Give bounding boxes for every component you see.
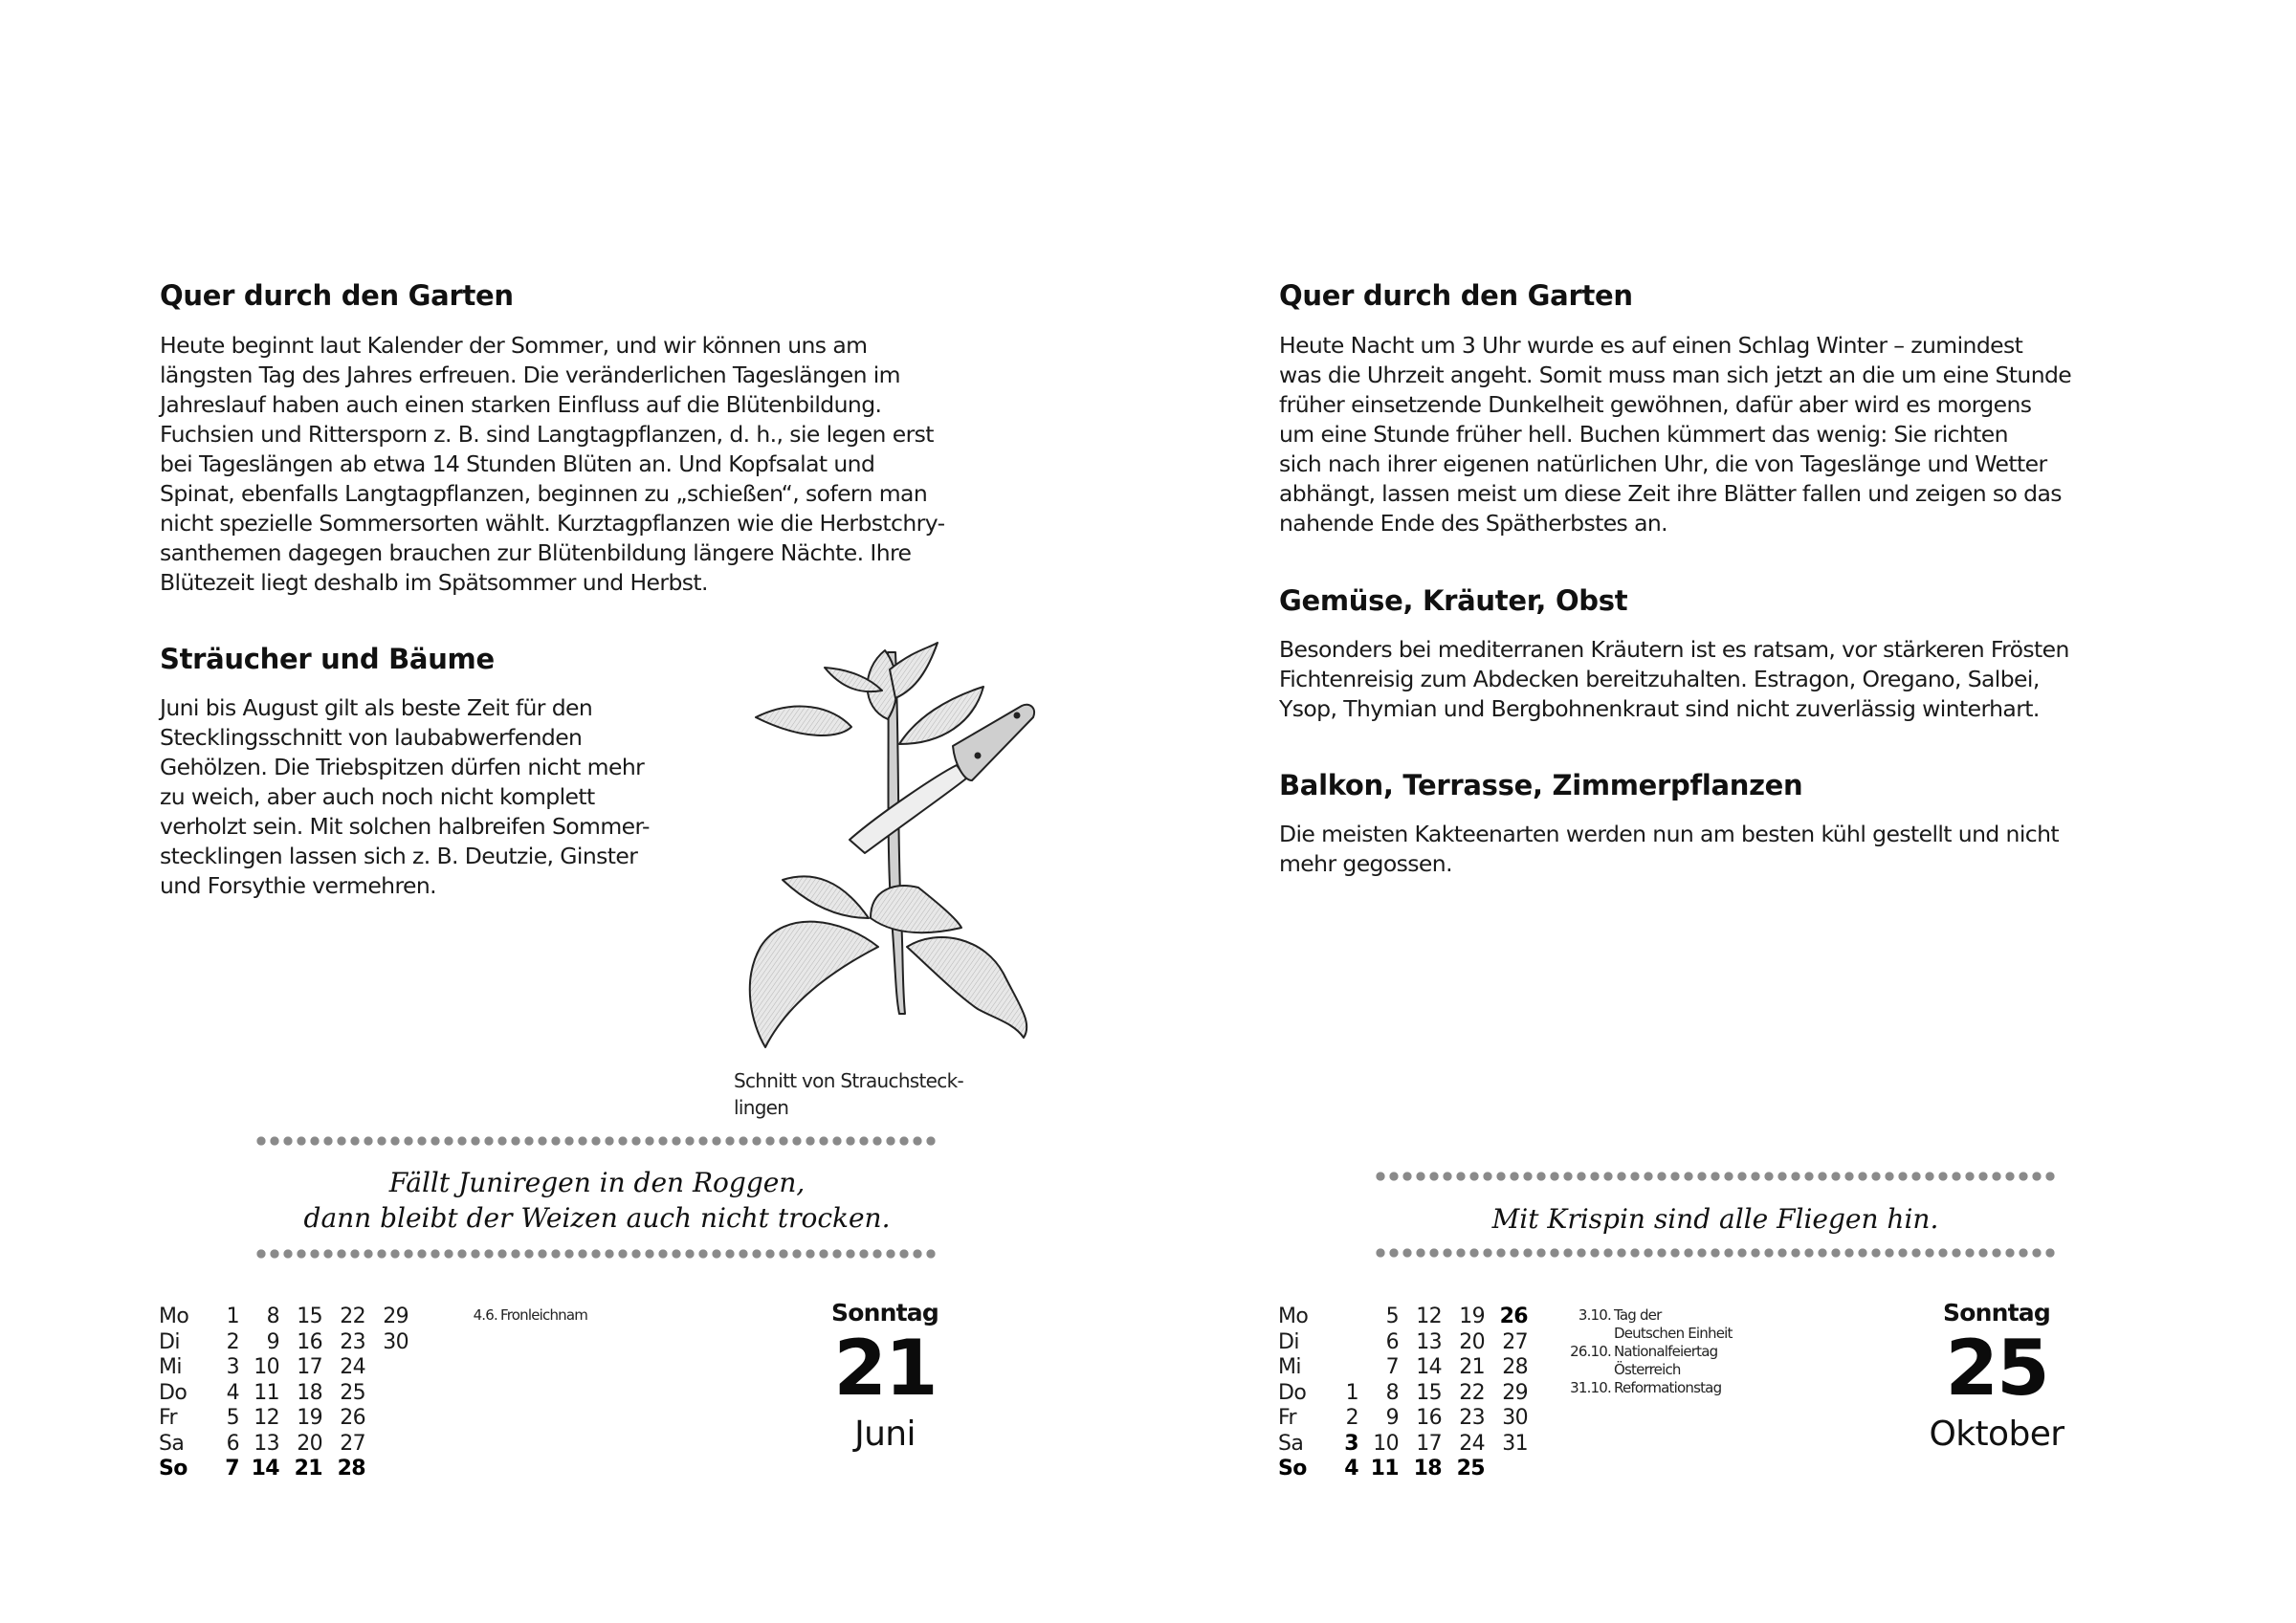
text-line: um eine Stunde früher hell. Buchen kümmert das wenig: Sie richten [1279,421,2008,448]
text-line: mehr gegossen. [1279,850,1452,877]
text-line: bei Tageslängen ab etwa 14 Stunden Blüten an. Und Kopfsalat und [160,450,875,477]
calendar-day: 21 [1459,1355,1485,1379]
calendar-day: 7 [225,1457,239,1480]
text-line: stecklingen lassen sich z. B. Deutzie, Ginster [160,843,638,869]
calendar-day: 30 [1502,1406,1528,1430]
calendar-day: 25 [340,1380,365,1405]
text-line: Heute beginnt laut Kalender der Sommer, und wir können uns am [160,332,868,359]
text-line: Spinat, ebenfalls Langtagpflanzen, beginnen zu „schießen“, sofern man [160,480,928,507]
weekday-label: Sonntag [1943,1299,2050,1327]
holiday-date: 26.10. [1570,1343,1611,1360]
calendar-day: 26 [1499,1305,1528,1328]
month-calendar [1278,1305,1594,1486]
holiday-name: Reformationstag [1614,1379,1722,1396]
calendar-day: 11 [254,1380,279,1405]
calendar-day: 18 [297,1380,322,1405]
text-line: Die meisten Kakteenarten werden nun am besten kühl gestellt und nicht [1279,821,2060,847]
caption-line: lingen [734,1096,789,1119]
section-heading: Gemüse, Kräuter, Obst [1279,584,1628,617]
holiday-name-continued: Deutschen Einheit [1614,1325,1733,1342]
weekday-label: Sa [159,1431,185,1456]
calendar-day: 28 [337,1457,365,1480]
holiday-list [1561,1306,1829,1397]
calendar-day: 29 [1502,1380,1528,1405]
calendar-day: 5 [1385,1305,1399,1328]
calendar-day: 8 [266,1305,279,1328]
calendar-day: 12 [254,1406,279,1430]
calendar-day: 28 [1502,1355,1528,1379]
right-page [1148,0,2296,1623]
text-line: längsten Tag des Jahres erfreuen. Die veränderlichen Tageslängen im [160,362,900,388]
month-label: Juni [854,1415,916,1454]
dotted-divider-bottom [256,1248,938,1260]
calendar-day: 5 [226,1406,239,1430]
calendar-day: 14 [251,1457,279,1480]
dotted-divider-top [1376,1171,2055,1182]
holiday-name: Nationalfeiertag [1614,1343,1718,1360]
calendar-day: 17 [1416,1431,1442,1456]
section-heading: Balkon, Terrasse, Zimmerpflanzen [1279,769,1803,801]
weekday-label: Do [1278,1380,1307,1405]
text-line: Juni bis August gilt als beste Zeit für den [160,694,593,721]
text-line: nahende Ende des Spätherbstes an. [1279,510,1668,537]
day-number: 25 [1945,1324,2048,1413]
section-heading: Quer durch den Garten [160,279,514,312]
calendar-day: 23 [340,1329,365,1354]
calendar-day: 22 [1459,1380,1485,1405]
weekday-label: Fr [1278,1406,1296,1430]
text-line: abhängt, lassen meist um diese Zeit ihre Blätter fallen und zeigen so das [1279,480,2062,507]
date-block [804,1299,966,1456]
calendar-day: 25 [1456,1457,1485,1480]
weekday-label: Di [159,1329,180,1354]
holiday-item [1561,1343,1829,1379]
date-block [1896,1299,2097,1456]
section-body [1279,635,2069,724]
holiday-list [448,1306,696,1325]
holiday-name-continued: Österreich [1614,1361,1681,1378]
saying [1376,1201,2055,1237]
saying [256,1165,938,1236]
illustration-caption [734,1067,963,1121]
calendar-day: 22 [340,1305,365,1328]
text-line: früher einsetzende Dunkelheit gewöhnen, dafür aber wird es morgens [1279,391,2032,418]
weekday-label: So [1278,1457,1307,1480]
text-line: sich nach ihrer eigenen natürlichen Uhr, die von Tageslänge und Wetter [1279,450,2047,477]
section-body [1279,820,2059,879]
calendar-day: 6 [226,1431,239,1456]
holiday-date: 3.10. [1578,1306,1611,1324]
text-line: zu weich, aber auch noch nicht komplett [160,783,595,810]
calendar-day: 18 [1413,1457,1442,1480]
calendar-day: 13 [1416,1329,1442,1354]
calendar-day: 8 [1385,1380,1399,1405]
saying-line: Fällt Juniregen in den Roggen, [388,1167,806,1198]
weekday-label: Mi [159,1355,182,1379]
section-heading: Quer durch den Garten [1279,279,1633,312]
saying-line: Mit Krispin sind alle Fliegen hin. [1491,1203,1939,1235]
holiday-name: Tag der [1614,1306,1662,1324]
calendar-day: 16 [297,1329,322,1354]
calendar-day: 1 [226,1305,239,1328]
section-body [1279,331,2071,538]
holiday-item [1561,1379,1829,1397]
weekday-label: Mo [159,1305,189,1328]
calendar-day: 7 [1385,1355,1399,1379]
calendar-day: 11 [1370,1457,1399,1480]
calendar-day: 31 [1502,1431,1528,1456]
text-line: Jahreslauf haben auch einen starken Einfluss auf die Blütenbildung. [160,391,882,418]
holiday-item [1561,1306,1829,1343]
holiday-item [448,1306,696,1325]
calendar-day: 21 [294,1457,322,1480]
calendar-day: 14 [1416,1355,1442,1379]
text-line: Fichtenreisig zum Abdecken bereitzuhalten. Estragon, Oregano, Salbei, [1279,666,2040,692]
plant-cutting-with-knife-illustration [727,631,1043,1052]
month-calendar [159,1305,475,1486]
calendar-day: 2 [1345,1406,1358,1430]
calendar-day: 6 [1385,1329,1399,1354]
holiday-name: Fronleichnam [500,1306,588,1324]
text-line: Besonders bei mediterranen Kräutern ist es ratsam, vor stärkeren Frösten [1279,636,2069,663]
calendar-day: 12 [1416,1305,1442,1328]
calendar-day: 13 [254,1431,279,1456]
calendar-day: 27 [1502,1329,1528,1354]
weekday-label: Di [1278,1329,1299,1354]
calendar-day: 3 [1344,1431,1358,1456]
weekday-label: Sa [1278,1431,1304,1456]
calendar-day: 20 [297,1431,322,1456]
caption-line: Schnitt von Strauchsteck- [734,1069,963,1092]
calendar-day: 19 [297,1406,322,1430]
text-line: Blütezeit liegt deshalb im Spätsommer und Herbst. [160,569,708,596]
dotted-divider-bottom [1376,1247,2055,1259]
weekday-label: Mo [1278,1305,1309,1328]
text-line: und Forsythie vermehren. [160,872,437,899]
calendar-day: 1 [1345,1380,1358,1405]
text-line: Ysop, Thymian und Bergbohnenkraut sind nicht zuverlässig winterhart. [1279,695,2040,722]
text-line: verholzt sein. Mit solchen halbreifen Sommer- [160,813,650,840]
calendar-day: 10 [254,1355,279,1379]
calendar-day: 24 [340,1355,365,1379]
holiday-date: 4.6. [473,1306,497,1324]
holiday-date: 31.10. [1570,1379,1611,1396]
text-line: Fuchsien und Rittersporn z. B. sind Langtagpflanzen, d. h., sie legen erst [160,421,934,448]
text-line: Gehölzen. Die Triebspitzen dürfen nicht mehr [160,754,645,780]
calendar-day: 10 [1373,1431,1399,1456]
text-line: Stecklingsschnitt von laubabwerfenden [160,724,583,751]
calendar-day: 19 [1459,1305,1485,1328]
calendar-day: 17 [297,1355,322,1379]
weekday-label: So [159,1457,188,1480]
section-body [160,693,650,901]
text-line: santhemen dagegen brauchen zur Blütenbildung längere Nächte. Ihre [160,539,912,566]
section-heading: Sträucher und Bäume [160,643,495,675]
weekday-label: Mi [1278,1355,1301,1379]
day-number: 21 [833,1324,937,1413]
weekday-label: Sonntag [831,1299,938,1327]
calendar-day: 9 [266,1329,279,1354]
calendar-day: 20 [1459,1329,1485,1354]
calendar-day: 4 [226,1380,239,1405]
text-line: Heute Nacht um 3 Uhr wurde es auf einen Schlag Winter – zumindest [1279,332,2023,359]
weekday-label: Fr [159,1406,177,1430]
text-line: was die Uhrzeit angeht. Somit muss man sich jetzt an die um eine Stunde [1279,362,2072,388]
dotted-divider-top [256,1135,938,1147]
section-body [160,331,944,598]
calendar-day: 15 [297,1305,322,1328]
calendar-day: 27 [340,1431,365,1456]
weekday-label: Do [159,1380,188,1405]
calendar-day: 15 [1416,1380,1442,1405]
calendar-day: 30 [383,1329,408,1354]
calendar-day: 26 [340,1406,365,1430]
calendar-day: 16 [1416,1406,1442,1430]
saying-line: dann bleibt der Weizen auch nicht trocken. [303,1202,891,1234]
calendar-day: 24 [1459,1431,1485,1456]
calendar-day: 9 [1385,1406,1399,1430]
calendar-day: 2 [226,1329,239,1354]
calendar-day: 23 [1459,1406,1485,1430]
calendar-day: 29 [383,1305,408,1328]
month-label: Oktober [1929,1415,2064,1454]
calendar-day: 3 [226,1355,239,1379]
calendar-day: 4 [1344,1457,1358,1480]
text-line: nicht spezielle Sommersorten wählt. Kurztagpflanzen wie die Herbstchry- [160,510,945,537]
